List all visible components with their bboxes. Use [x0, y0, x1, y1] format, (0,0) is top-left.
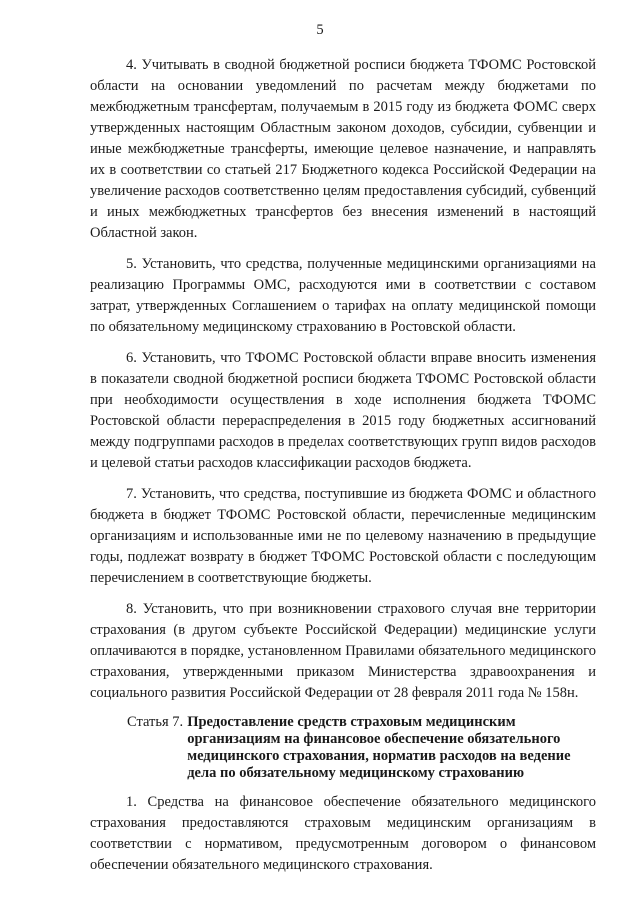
paragraph-item-8: 8. Установить, что при возникновении страхового случая вне территории страхования (в другом субъекте Российской Федерации) медицинские услуги оплачиваются в порядке, установленном Правилами обязательного медицинского страхования, утвержденными приказом Министерства здравоохранения и социального развития Российской Федерации от 28 февраля 2011 года № 158н.: [90, 601, 596, 701]
article-title: Предоставление средств страховым медицинским организациям на финансовое обеспечение обязательного медицинского страхования, норматив расходов на ведение дела по обязательному медицинскому страхованию: [187, 714, 571, 781]
paragraph-item-4: 4. Учитывать в сводной бюджетной росписи бюджета ТФОМС Ростовской области на основании уведомлений по расчетам между бюджетами по межбюджетным трансфертам, получаемым в 2015 году из бюджета ФОМС сверх утвержденных настоящим Областным законом доходов, субсидии, субвенции и иные межбюджетные трансферты, имеющие целевое назначение, и направлять их в соответствии со статьей 217 Бюджетного кодекса Российской Федерации на увеличение расходов соответственно целям предоставления субсидий, субвенций и иных межбюджетных трансфертов без внесения изменений в настоящий Областной закон.: [90, 57, 596, 241]
paragraph-item-7: 7. Установить, что средства, поступившие из бюджета ФОМС и областного бюджета в бюджет ТФОМС Ростовской области, перечисленные медицинским организациям и использованные ими не по целевому назначению в предыдущие годы, подлежат возврату в бюджет ТФОМС Ростовской области с последующим перечислением в соответствующие бюджеты.: [90, 486, 596, 586]
article-label: Статья 7.: [127, 714, 184, 730]
paragraph-item-5: 5. Установить, что средства, полученные медицинскими организациями на реализацию Программы ОМС, расходуются ими в соответствии с составом затрат, утвержденных Соглашением о тарифах на оплату медицинской помощи по обязательному медицинскому страхованию в Ростовской области.: [90, 256, 596, 335]
paragraph-item-6: 6. Установить, что ТФОМС Ростовской области вправе вносить изменения в показатели сводной бюджетной росписи бюджета ТФОМС Ростовской области при необходимости осуществления в ходе исполнения бюджета ТФОМС Ростовской области перераспределения в 2015 году бюджетных ассигнований между подгруппами расходов в пределах соответствующих групп видов расходов и целевой статьи расходов классификации расходов бюджета.: [90, 350, 596, 471]
article-heading: [127, 714, 596, 782]
document-body: [90, 55, 596, 886]
paragraph-article7-item-1: 1. Средства на финансовое обеспечение обязательного медицинского страхования предоставляются страховым медицинским организациям в соответствии с нормативом, предусмотренным договором о финансовом обеспечении обязательного медицинского страхования.: [90, 794, 596, 873]
page-number: 5: [316, 22, 324, 38]
